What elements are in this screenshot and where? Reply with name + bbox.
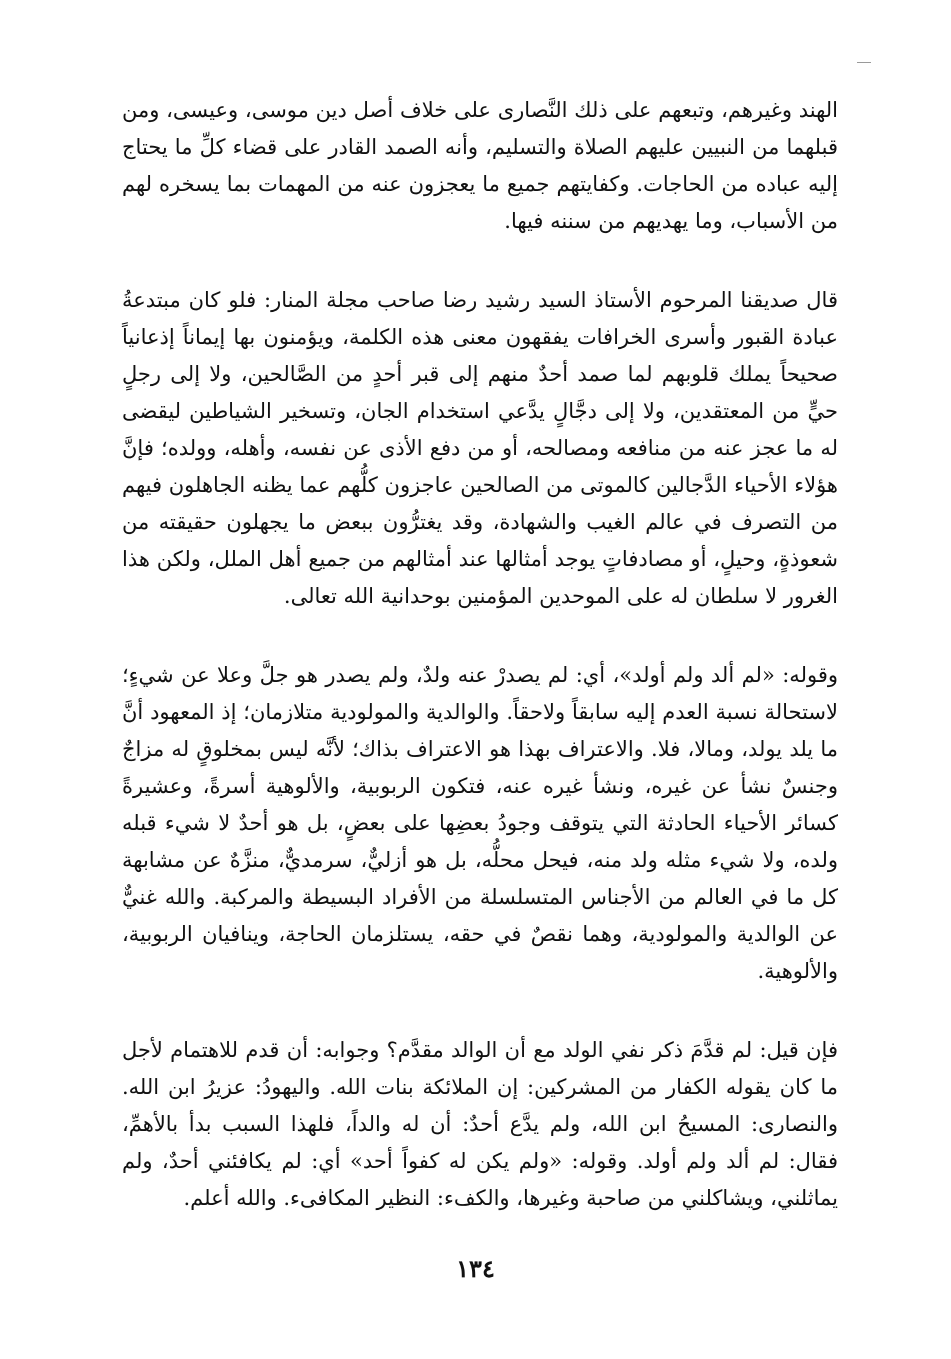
paragraph-1: الهند وغيرهم، وتبعهم على ذلك النَّصارى على خلاف أصل دين موسى، وعيسى، ومن قبلهما من النبيين عليهم الصلاة والتسليم، وأنه الصمد القادر على قضاء كلِّ ما يحتاج إليه عباده من الحاجات. وكفايتهم جميع ما يعجزون عنه من المهمات بما يسخره لهم من الأسباب، وما يهديهم من سننه فيها. xyxy=(122,98,838,233)
paragraph-3: وقوله: «لم ألد ولم أولد»، أي: لم يصدرْ عنه ولدٌ، ولم يصدر هو جلَّ وعلا عن شيءٍ؛ لاستحالة نسبة العدم إليه سابقاً ولاحقاً. والوالدية والمولودية متلازمان؛ إذ المعهود أنَّ ما يلد يولد، ومالا، فلا. والاعتراف بهذا هو الاعتراف بذاك؛ لأنَّه ليس بمخلوقٍ له مزاجٌ وجنسٌ نشأ عن غيره، ونشأ غيره عنه، فتكون الربوبية، والألوهية أسرةً، وعشيرةً كسائر الأحياء الحادثة التي يتوقف وجودُ بعضِها على بعضٍ، بل هو أحدٌ لا شيء قبله ولده، ولا شيء مثله ولد منه، فيحل محلُّه، بل هو أزليٌّ، سرمديٌّ، منزَّهٌ عن مشابهة كل ما في العالم من الأجناس المتسلسلة من الأفراد البسيطة والمركبة. والله غنيٌّ عن الوالدية والمولودية، وهما نقصٌ في حقه، يستلزمان الحاجة، وينافيان الربوبية، والألوهية. xyxy=(122,663,838,983)
page-number: ١٣٤ xyxy=(456,1254,495,1283)
paragraph-2: قال صديقنا المرحوم الأستاذ السيد رشيد رضا صاحب مجلة المنار: فلو كان مبتدعةُ عبادة القبور وأسرى الخرافات يفقهون معنى هذه الكلمة، ويؤمنون بها إيماناً إذعانياً صحيحاً يملك قلوبهم لما صمد أحدٌ منهم إلى قبر أحدٍ من الصَّالحين، ولا إلى رجلٍ حيٍّ من المعتقدين، ولا إلى دجَّالٍ يدَّعي استخدام الجان، وتسخير الشياطين ليقضى له ما عجز عنه من منافعه ومصالحه، أو من دفع الأذى عن نفسه، وأهله، وولده؛ فإنَّ هؤلاء الأحياء الدَّجالين كالموتى من الصالحين عاجزون كلُّهم عما يظنه الجاهلون فيهم من التصرف في عالم الغيب والشهادة، وقد يغترُّون ببعض ما يجهلون حقيقته من شعوذةٍ، وحيلٍ، أو مصادفاتٍ يوجد أمثالها عند أمثالهم من جميع أهل الملل، ولكن هذا الغرور لا سلطان له على الموحدين المؤمنين بوحدانية الله تعالى. xyxy=(122,288,838,608)
scan-mark xyxy=(857,62,871,63)
document-body xyxy=(122,92,838,1217)
paragraph-4: فإن قيل: لم قدَّمَ ذكر نفي الولد مع أن الوالد مقدَّم؟ وجوابه: أن قدم للاهتمام لأجل ما كان يقوله الكفار من المشركين: إن الملائكة بنات الله. واليهودُ: عزيرُ ابن الله. والنصارى: المسيحُ ابن الله، ولم يدَّع أحدٌ: أن له والداً، فلهذا السبب بدأ بالأهمِّ، فقال: لم ألد ولم أولد. وقوله: «ولم يكن له كفواً أحد» أي: لم يكافئني أحدٌ، ولم يماثلني، ويشاكلني من صاحبة وغيرها، والكفء: النظير المكافىء. والله أعلم. xyxy=(122,1038,838,1210)
